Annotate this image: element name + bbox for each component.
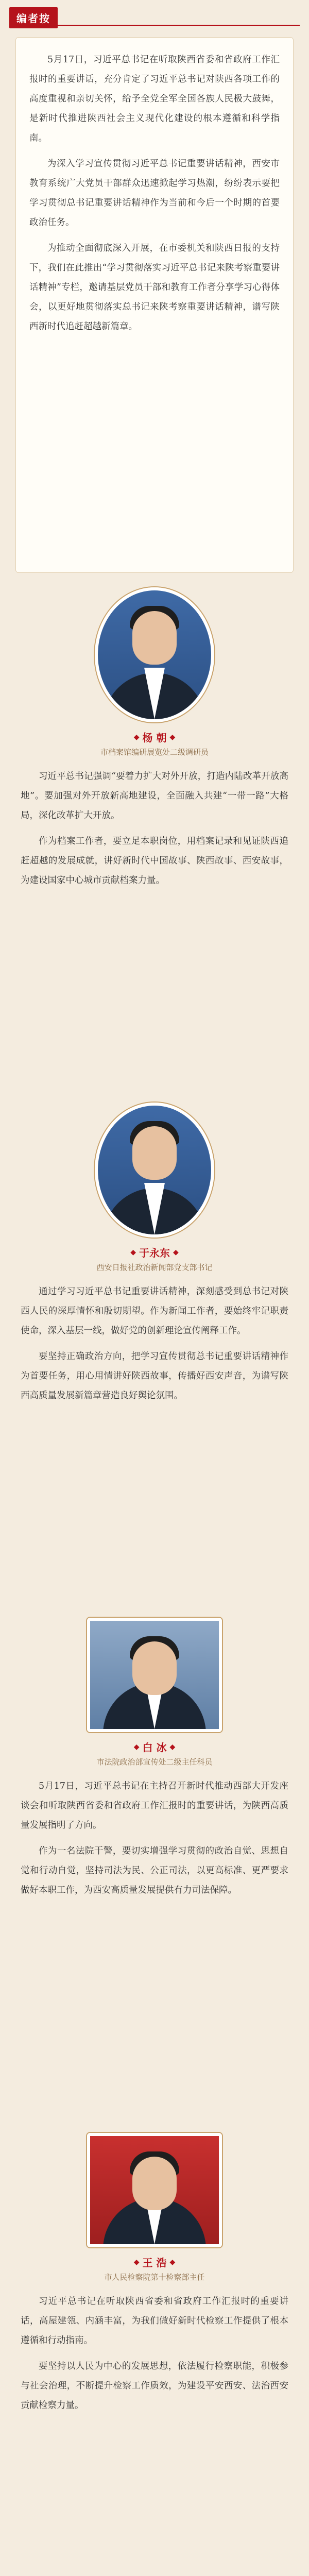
person-paragraph: 习近平总书记在听取陕西省委和省政府工作汇报时的重要讲话，高屋建瓴、内涵丰富，为我们做好新时代检察工作提供了根本遵循和行动指南。 <box>21 2296 288 2346</box>
name-marker-icon: ◆ <box>169 2258 176 2266</box>
person-section <box>0 1618 309 1906</box>
name-row <box>0 1739 309 1754</box>
person-paragraph: 习近平总书记强调“要着力扩大对外开放，打造内陆改革开放高地”。要加强对外开放新高地建设，全面融入共建“一带一路”大格局，深化改革扩大开放。 <box>21 771 288 821</box>
intro-paragraph: 为深入学习宣传贯彻习近平总书记重要讲话精神，西安市教育系统广大党员干部群众迅速掀起学习热潮，纷纷表示要把学习贯彻总书记重要讲话精神作为当前和今后一个时期的首要政治任务。 <box>29 159 280 228</box>
intro-paragraph: 5月17日，习近平总书记在听取陕西省委和省政府工作汇报时的重要讲话，充分肯定了习近平总书记对陕西各项工作的高度重视和亲切关怀，给予全党全军全国各族人民极大鼓舞，是新时代推进陕西社会主义现代化建设的根本遵循和科学指南。 <box>29 55 280 143</box>
portrait-photo <box>87 2133 222 2247</box>
name-row <box>0 1245 309 1260</box>
person-role: 西安日报社政治新闻部党支部书记 <box>96 1263 213 1272</box>
editor-note-box <box>15 37 294 573</box>
name-marker-icon: ◆ <box>173 1248 179 1257</box>
person-name: 王 浩 <box>142 2257 167 2269</box>
person-paragraph: 作为一名法院干警，要切实增强学习贯彻的政治自觉、思想自觉和行动自觉，坚持司法为民、公正司法，以更高标准、更严要求做好本职工作，为西安高质量发展提供有力司法保障。 <box>21 1846 288 1895</box>
person-role: 市法院政治部宣传处二级主任科员 <box>96 1757 213 1767</box>
editor-note-rule <box>9 25 300 26</box>
name-row <box>0 2255 309 2269</box>
person-role: 市人民检察院第十检察部主任 <box>104 2273 205 2282</box>
person-paragraph: 作为档案工作者，要立足本职岗位，用档案记录和见证陕西追赶超越的发展成就，讲好新时代中国故事、陕西故事、西安故事，为建设国家中心城市贡献档案力量。 <box>21 836 288 886</box>
name-marker-icon: ◆ <box>169 733 176 741</box>
name-marker-icon: ◆ <box>133 1742 140 1751</box>
name-marker-icon: ◆ <box>169 1742 176 1751</box>
name-row <box>0 730 309 744</box>
portrait-photo <box>95 587 214 722</box>
intro-paragraph: 为推动全面彻底深入开展，在市委机关和陕西日报的支持下，我们在此推出“学习贯彻落实习近平总书记来陕考察重要讲话精神”专栏，邀请基层党员干部和教育工作者分享学习心得体会，以更好地贯彻落实总书记来陕考察重要讲话精神，谱写陕西新时代追赶超越新篇章。 <box>29 243 280 332</box>
person-paragraph: 通过学习习近平总书记重要讲话精神，深刻感受到总书记对陕西人民的深厚情怀和殷切期望。作为新闻工作者，要始终牢记职责使命，深入基层一线，做好党的创新理论宣传阐释工作。 <box>21 1286 288 1336</box>
person-paragraph: 要坚持以人民为中心的发展思想，依法履行检察职能，积极参与社会治理，不断提升检察工作质效，为建设平安西安、法治西安贡献检察力量。 <box>21 2361 288 2411</box>
portrait-photo <box>95 1103 214 1238</box>
portrait-photo <box>87 1618 222 1732</box>
person-paragraph: 5月17日，习近平总书记在主持召开新时代推动西部大开发座谈会和听取陕西省委和省政府工作汇报时的重要讲话，为陕西高质量发展指明了方向。 <box>21 1781 288 1831</box>
person-role: 市档案馆编研展览处二级调研员 <box>100 748 209 757</box>
person-paragraph: 要坚持正确政治方向，把学习宣传贯彻总书记重要讲话精神作为首要任务，用心用情讲好陕西故事，传播好西安声音，为谱写陕西高质量发展新篇章营造良好舆论氛围。 <box>21 1351 288 1401</box>
name-marker-icon: ◆ <box>130 1248 136 1257</box>
person-name: 于永东 <box>139 1247 170 1259</box>
person-section <box>0 587 309 896</box>
person-section <box>0 2133 309 2421</box>
editor-note-tag: 编者按 <box>9 7 58 28</box>
name-marker-icon: ◆ <box>133 733 140 741</box>
name-marker-icon: ◆ <box>133 2258 140 2266</box>
person-name: 杨 朝 <box>142 732 167 744</box>
person-section <box>0 1103 309 1412</box>
person-name: 白 冰 <box>142 1741 167 1754</box>
